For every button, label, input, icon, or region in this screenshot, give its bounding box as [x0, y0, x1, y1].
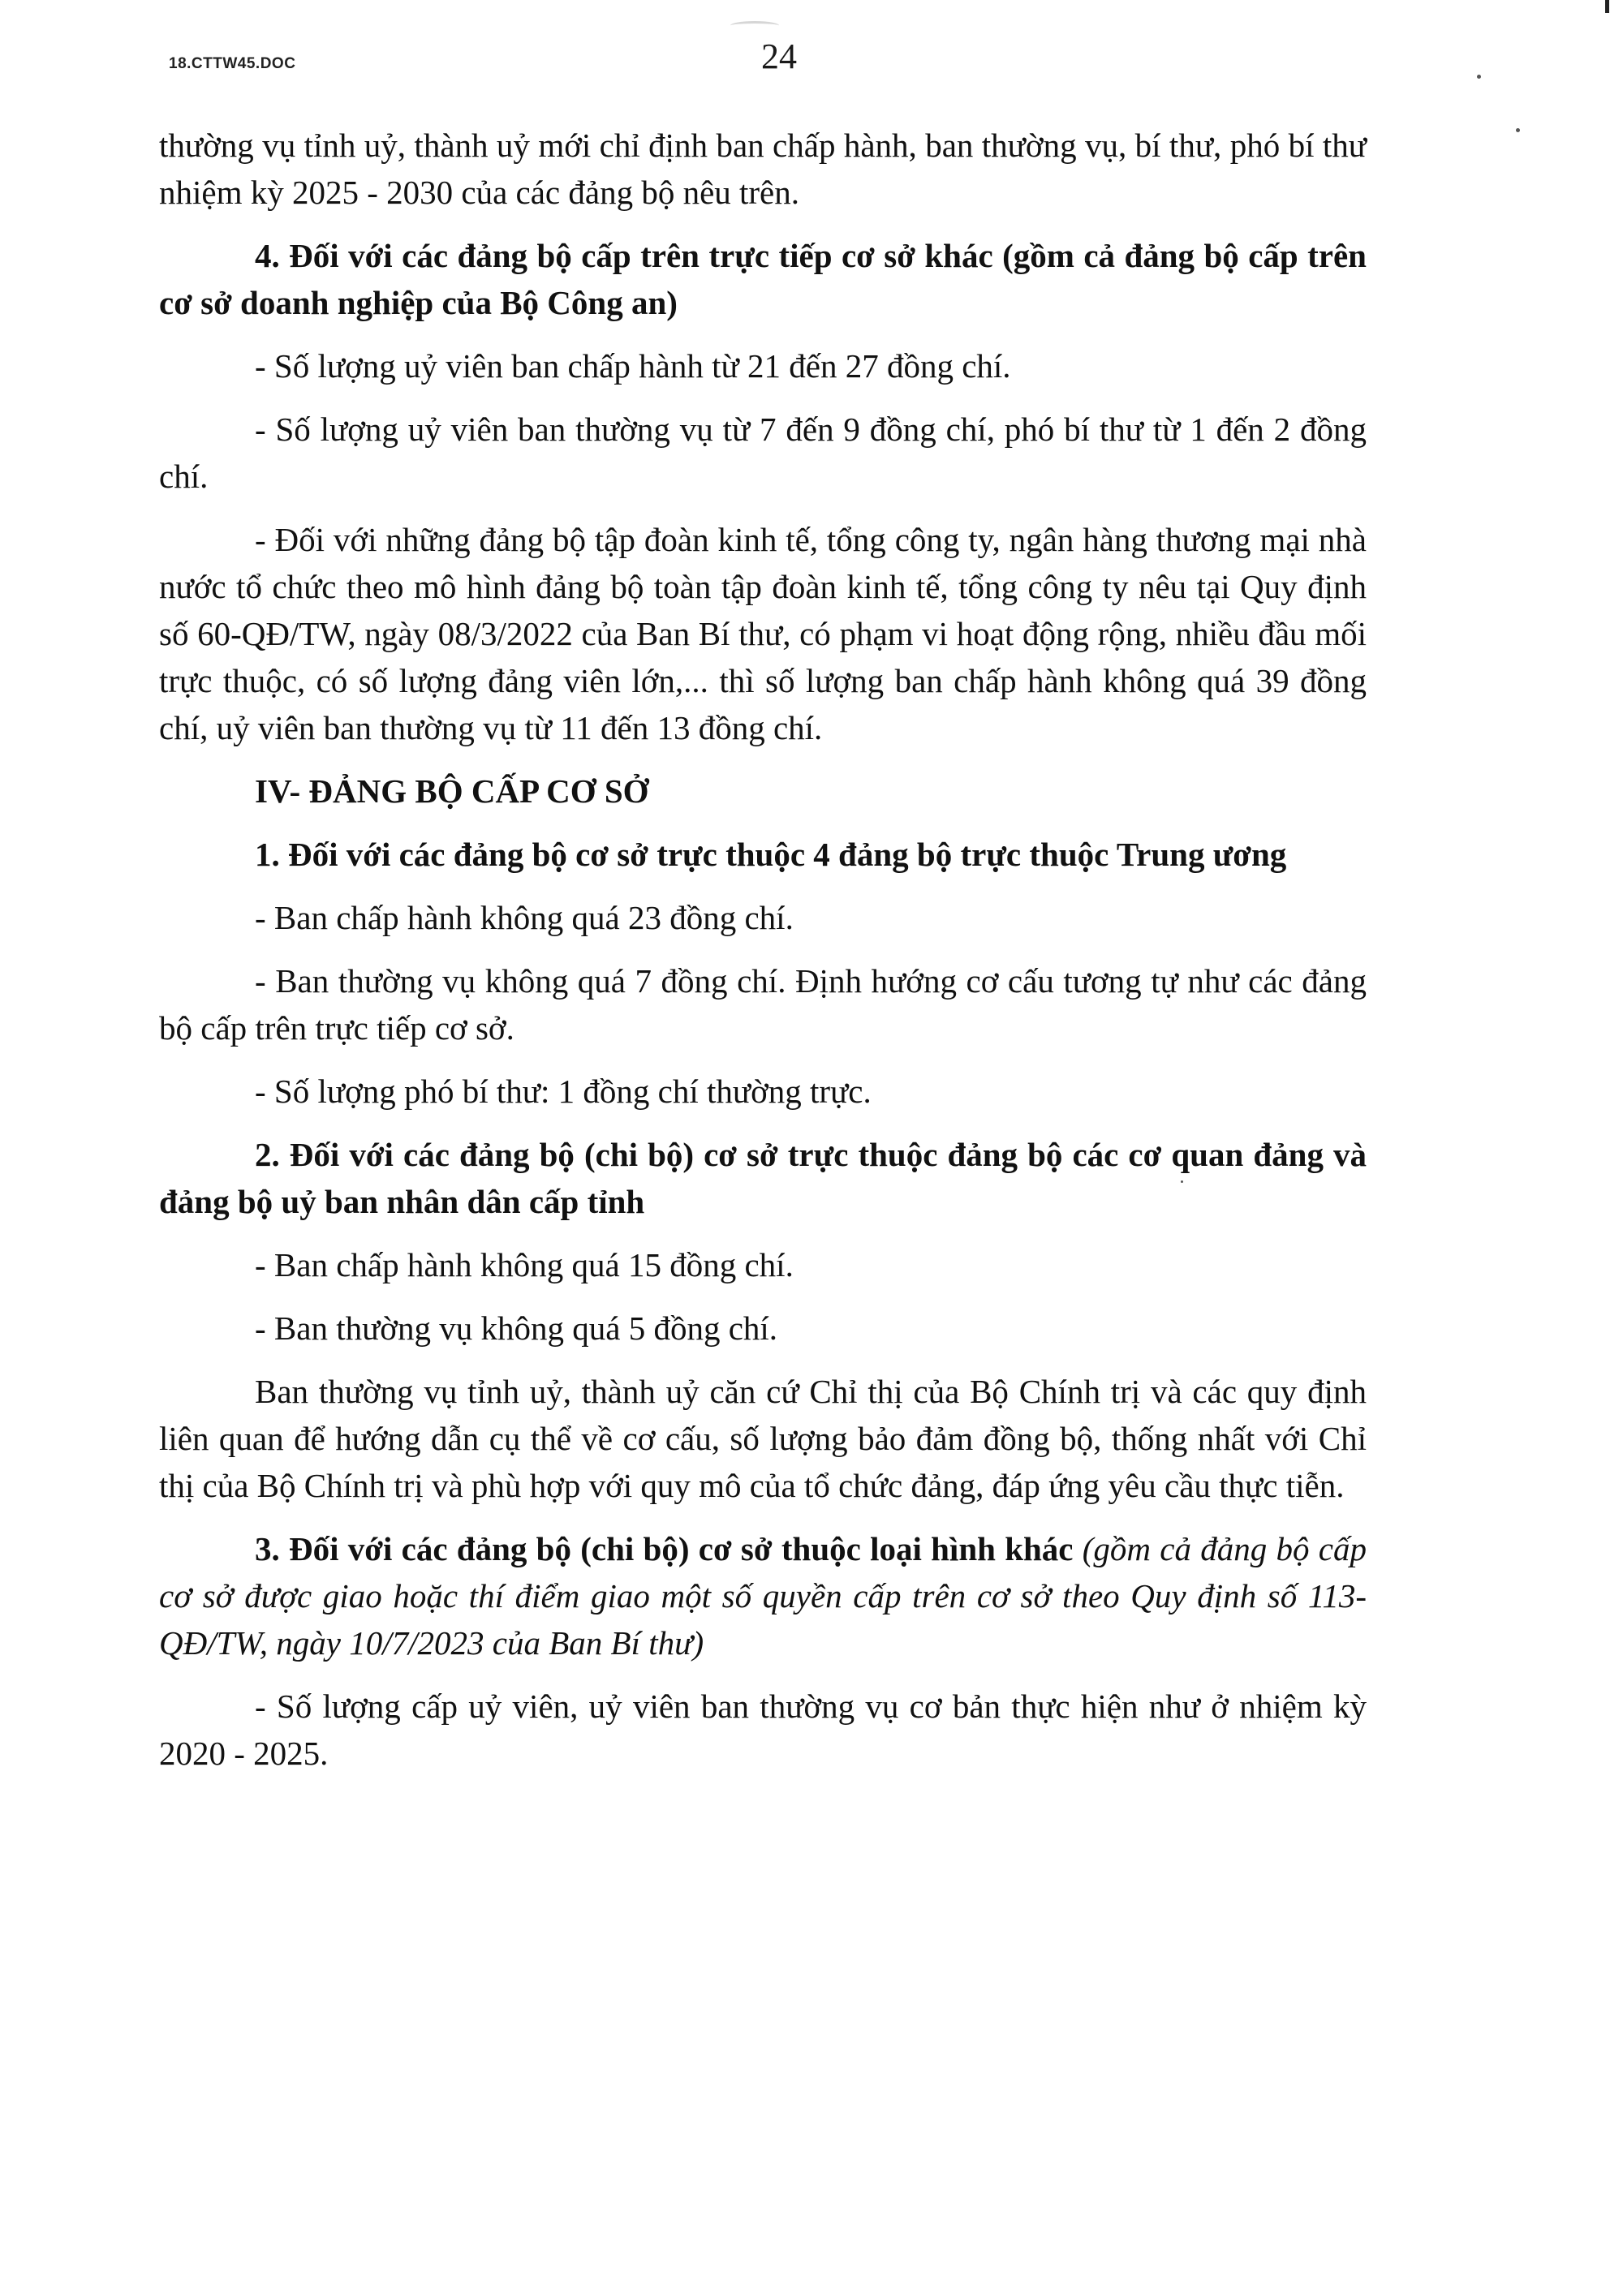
section-3-heading-bold: 3. Đối với các đảng bộ (chi bộ) cơ sở thuộc loại hình khác [255, 1530, 1074, 1567]
section-2-heading: 2. Đối với các đảng bộ (chi bộ) cơ sở trực thuộc đảng bộ các cơ quan đảng và đảng bộ uỷ ban nhân dân cấp tỉnh [159, 1136, 1367, 1220]
section-1-item-3: - Số lượng phó bí thư: 1 đồng chí thường trực. [255, 1073, 872, 1110]
section-2-item-1: - Ban chấp hành không quá 15 đồng chí. [255, 1246, 794, 1283]
section-1-item-1: - Ban chấp hành không quá 23 đồng chí. [255, 899, 794, 936]
section-1-item-2: - Ban thường vụ không quá 7 đồng chí. Định hướng cơ cấu tương tự như các đảng bộ cấp trên trực tiếp cơ sở. [159, 962, 1367, 1047]
scan-speck [1516, 128, 1520, 132]
page-number: 24 [761, 37, 797, 76]
section-3-heading-italic: (gồm cả đảng bộ cấp cơ sở được giao hoặc thí điểm giao một số quyền cấp trên cơ sở theo Quy định số 113-QĐ/TW, ngày 10/7/2023 của Ban Bí thư) [159, 1530, 1367, 1662]
heading-4-item-3: - Đối với những đảng bộ tập đoàn kinh tế, tổng công ty, ngân hàng thương mại nhà nước tổ chức theo mô hình đảng bộ toàn tập đoàn kinh tế, tổng công ty nêu tại Quy định số 60-QĐ/TW, ngày 08/3/2022 của Ban Bí thư, có phạm vi hoạt động rộng, nhiều đầu mối trực thuộc, có số lượng đảng viên lớn,... thì số lượng ban chấp hành không quá 39 đồng chí, uỷ viên ban thường vụ từ 11 đến 13 đồng chí. [159, 521, 1367, 746]
section-1-heading: 1. Đối với các đảng bộ cơ sở trực thuộc 4 đảng bộ trực thuộc Trung ương [255, 836, 1287, 873]
heading-4: 4. Đối với các đảng bộ cấp trên trực tiếp cơ sở khác (gồm cả đảng bộ cấp trên cơ sở doanh nghiệp của Bộ Công an) [159, 237, 1367, 321]
document-body [159, 122, 1367, 1777]
scan-artifact-mark [730, 21, 779, 30]
section-iv-heading: IV- ĐẢNG BỘ CẤP CƠ SỞ [255, 772, 649, 810]
section-3-heading [159, 1525, 1367, 1666]
document-code: 18.CTTW45.DOC [169, 55, 296, 72]
section-2-paragraph: Ban thường vụ tỉnh uỷ, thành uỷ căn cứ Chỉ thị của Bộ Chính trị và các quy định liên quan để hướng dẫn cụ thể về cơ cấu, số lượng bảo đảm đồng bộ, thống nhất với Chỉ thị của Bộ Chính trị và phù hợp với quy mô của tổ chức đảng, đáp ứng yêu cầu thực tiễn. [159, 1373, 1367, 1504]
heading-4-item-1: - Số lượng uỷ viên ban chấp hành từ 21 đến 27 đồng chí. [255, 347, 1011, 385]
scan-edge-mark [1605, 0, 1609, 13]
scan-speck [1477, 75, 1481, 79]
section-2-item-2: - Ban thường vụ không quá 5 đồng chí. [255, 1309, 778, 1347]
intro-paragraph: thường vụ tỉnh uỷ, thành uỷ mới chỉ định ban chấp hành, ban thường vụ, bí thư, phó bí thư nhiệm kỳ 2025 - 2030 của các đảng bộ nêu trên. [159, 127, 1367, 211]
section-3-item-1: - Số lượng cấp uỷ viên, uỷ viên ban thường vụ cơ bản thực hiện như ở nhiệm kỳ 2020 - 2025. [159, 1688, 1367, 1772]
heading-4-item-2: - Số lượng uỷ viên ban thường vụ từ 7 đến 9 đồng chí, phó bí thư từ 1 đến 2 đồng chí. [159, 411, 1367, 495]
